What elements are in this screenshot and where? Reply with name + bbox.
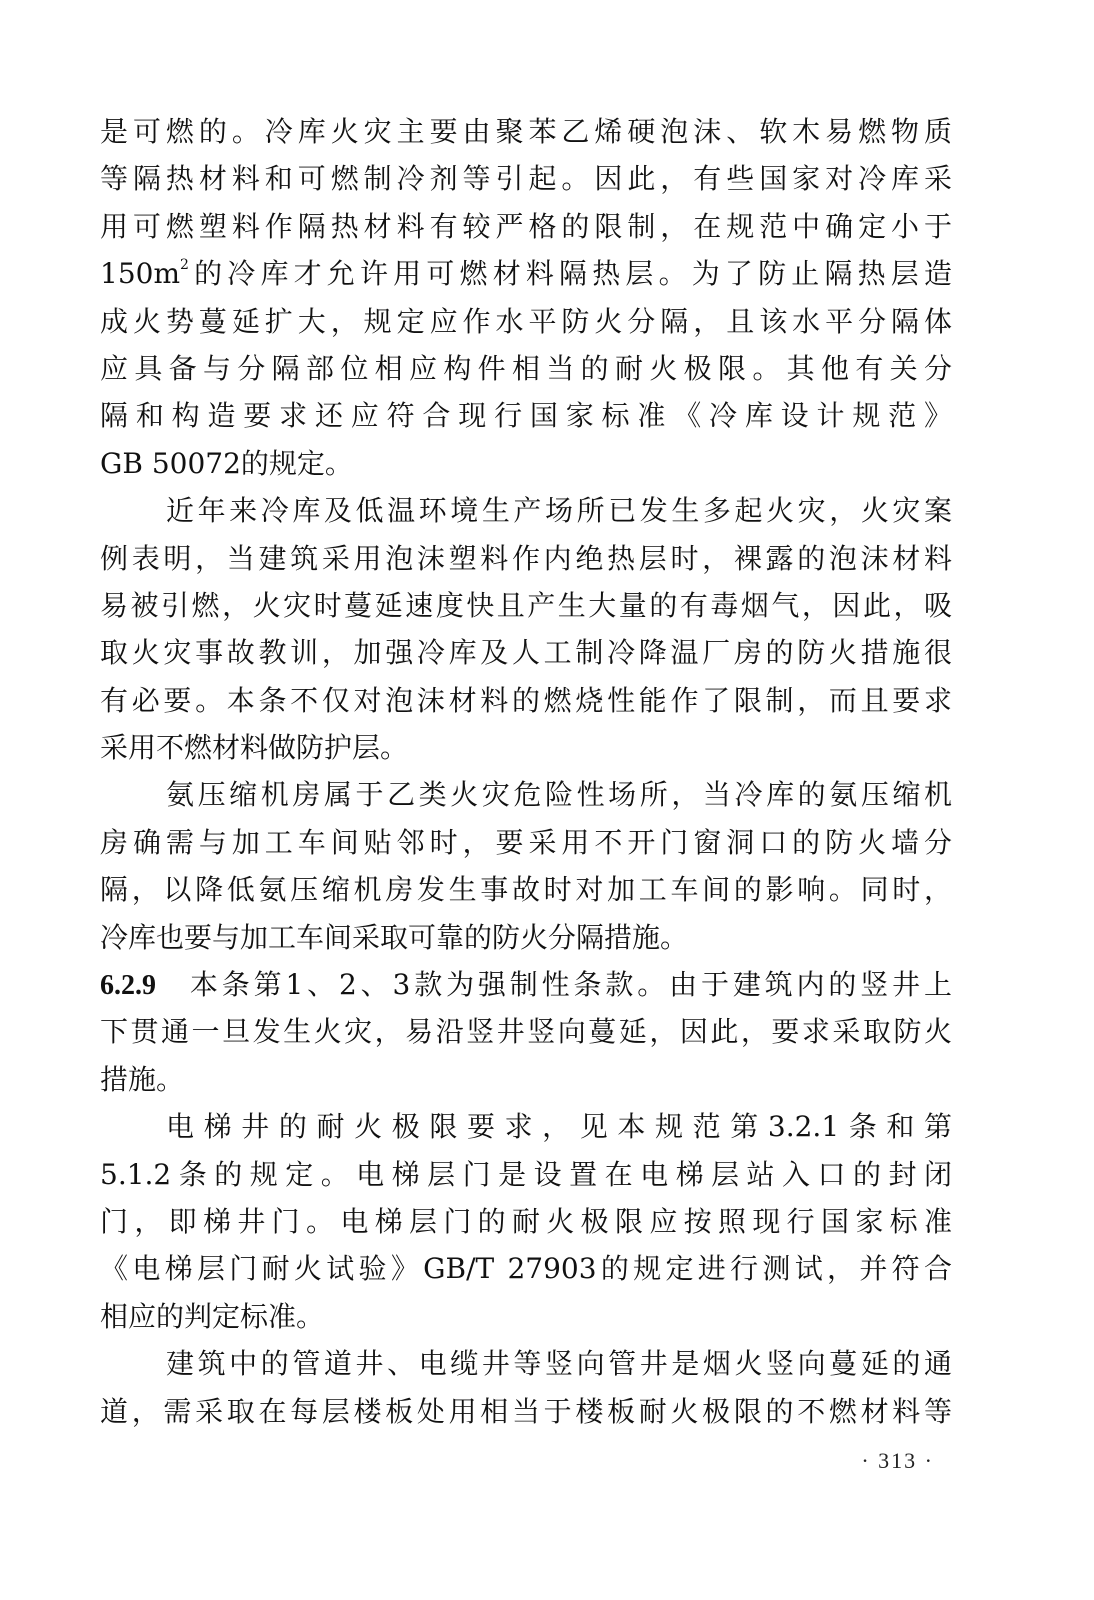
text-line: 近年来冷库及低温环境生产场所已发生多起火灾，火灾案 [166, 494, 952, 528]
text-line: 《电梯层门耐火试验》GB/T 27903的规定进行测试，并符合 [100, 1252, 952, 1286]
clause-number: 6.2.9 [100, 970, 156, 1002]
text-line: 氨压缩机房属于乙类火灾危险性场所，当冷库的氨压缩机 [166, 778, 952, 812]
text-line: 冷库也要与加工车间采取可靠的防火分隔措施。 [100, 920, 689, 954]
text-line: 成火势蔓延扩大，规定应作水平防火分隔，且该水平分隔体 [100, 304, 952, 338]
text-line: 采用不燃材料做防护层。 [100, 731, 409, 765]
text-line: 等隔热材料和可燃制冷剂等引起。因此，有些国家对冷库采 [100, 162, 952, 196]
area-value: 150m [100, 257, 180, 291]
text-line: 隔和构造要求还应符合现行国家标准《冷库设计规范》 [100, 399, 952, 433]
text-line: 有必要。本条不仅对泡沫材料的燃烧性能作了限制，而且要求 [100, 683, 952, 717]
text-line: 措施。 [100, 1062, 185, 1096]
text-line: 应具备与分隔部位相应构件相当的耐火极限。其他有关分 [100, 351, 952, 385]
superscript: 2 [180, 257, 189, 274]
text-line: 房确需与加工车间贴邻时，要采用不开门窗洞口的防火墙分 [100, 825, 952, 859]
paragraph-foam-plastics [100, 487, 952, 771]
text-line [100, 961, 952, 1008]
text-line: 电梯井的耐火极限要求，见本规范第3.2.1条和第 [166, 1110, 952, 1144]
text-line: 是可燃的。冷库火灾主要由聚苯乙烯硬泡沫、软木易燃物质 [100, 115, 952, 148]
text-line: 门，即梯井门。电梯层门的耐火极限应按照现行国家标准 [100, 1204, 952, 1238]
page-number: · 313 · [861, 1448, 934, 1473]
text-run: 的冷库才允许用可燃材料隔热层。为了防止隔热层造 [188, 257, 952, 291]
text-line: 相应的判定标准。 [100, 1299, 325, 1333]
clause-6-2-9 [100, 961, 952, 1103]
text-line: 道，需采取在每层楼板处用相当于楼板耐火极限的不燃材料等 [100, 1394, 952, 1428]
paragraph-cold-storage-insulation [100, 108, 952, 487]
text-line: 用可燃塑料作隔热材料有较严格的限制，在规范中确定小于 [100, 209, 952, 243]
text-line: 隔，以降低氨压缩机房发生事故时对加工车间的影响。同时， [100, 873, 952, 907]
text-line: 取火灾事故教训，加强冷库及人工制冷降温厂房的防火措施很 [100, 636, 952, 670]
paragraph-pipe-shafts [100, 1340, 952, 1435]
text-line [100, 250, 952, 297]
text-line: 建筑中的管道井、电缆井等竖向管井是烟火竖向蔓延的通 [166, 1347, 952, 1381]
text-line: GB 50072的规定。 [100, 446, 353, 480]
paragraph-ammonia-compressor-room [100, 771, 952, 961]
body-text [100, 108, 952, 1435]
text-line: 下贯通一旦发生火灾，易沿竖井竖向蔓延，因此，要求采取防火 [100, 1015, 952, 1049]
text-run: 本条第1、2、3款为强制性条款。由于建筑内的竖井上 [186, 968, 952, 1002]
text-line: 例表明，当建筑采用泡沫塑料作内绝热层时，裸露的泡沫材料 [100, 541, 952, 575]
paragraph-elevator-shaft [100, 1103, 952, 1340]
text-line: 易被引燃，火灾时蔓延速度快且产生大量的有毒烟气，因此，吸 [100, 588, 952, 622]
text-line: 5.1.2条的规定。电梯层门是设置在电梯层站入口的封闭 [100, 1157, 952, 1191]
